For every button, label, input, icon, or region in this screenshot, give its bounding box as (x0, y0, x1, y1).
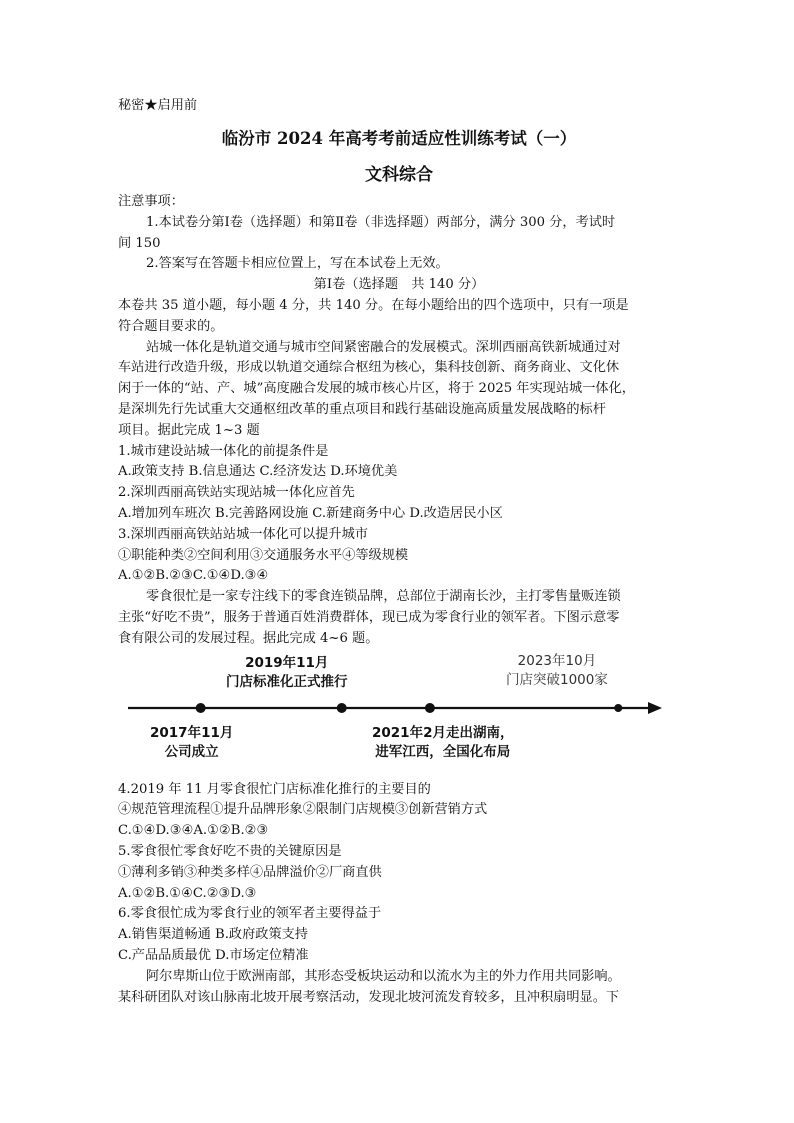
timeline-dot-2 (337, 703, 347, 713)
timeline-event-text: 门店标准化正式推行 (226, 673, 348, 690)
passage-line: 零食很忙是一家专注线下的零食连锁品牌，总部位于湖南长沙，主打零售量贩连锁 (146, 589, 621, 605)
question-2-options: A.增加列车班次 B.完善路网设施 C.新建商务中心 D.改造居民小区 (118, 505, 503, 521)
passage-line: 项目。据此完成 1~3 题 (118, 422, 260, 438)
passage-1 (118, 338, 680, 442)
passage-line: 车站进行改造升级，形成以轨道交通综合枢纽为核心，集科技创新、商务商业、文化休 (118, 360, 620, 376)
question-3-items: ①职能种类②空间利用③交通服务水平④等级规模 (118, 547, 409, 563)
passage-line: 主张“好吃不贵”，服务于普通百姓消费群体，现已成为零食行业的领军者。下图示意零 (118, 609, 620, 625)
question-6-options: A.销售渠道畅通 B.政府政策支持 (118, 927, 309, 943)
passage-line: 是深圳先行先试重大交通枢纽改革的重点项目和践行基础设施高质量发展战略的标杆 (118, 401, 606, 417)
timeline-event-2-label (226, 654, 348, 692)
passage-line: 阿尔卑斯山位于欧洲南部，其形态受板块运动和以流水为主的外力作用共同影响。 (146, 968, 621, 984)
question-3-stem: 3.深圳西丽高铁站站城一体化可以提升城市 (118, 526, 368, 542)
question-2-stem: 2.深圳西丽高铁站实现站城一体化应首先 (118, 485, 355, 501)
passage-line: 某科研团队对该山脉南北坡开展考察活动，发现北坡河流发育较多，且冲积扇明显。下 (118, 989, 620, 1005)
passage-line: 闲于一体的“站、产、城”高度融合发展的城市核心片区，将于 2025 年实现站城一体化， (118, 381, 635, 397)
timeline-event-3-label (372, 724, 513, 762)
exam-page (118, 96, 680, 1008)
question-4-stem: 4.2019 年 11 月零食很忙门店标准化推行的主要目的 (118, 781, 431, 797)
notice-item-1: 1.本试卷分第Ⅰ卷（选择题）和第Ⅱ卷（非选择题）两部分，满分 300 分，考试时 (146, 214, 616, 230)
section-heading: 第Ⅰ卷（选择题 共 140 分） (313, 277, 485, 293)
exam-subtitle: 文科综合 (365, 165, 433, 185)
secret-mark: 秘密★启用前 (118, 98, 198, 113)
question-6-stem: 6.零食很忙成为零食行业的领军者主要得益于 (118, 906, 382, 922)
timeline-event-date: 2021年2月走出湖南， (372, 724, 514, 741)
question-1-options: A.政策支持 B.信息通达 C.经济发达 D.环境优美 (118, 464, 398, 480)
question-3-options: A.①②B.②③C.①④D.③④ (118, 568, 269, 584)
passage-line: 食有限公司的发展过程。据此完成 4~6 题。 (118, 630, 379, 646)
question-5-options: A.①②B.①④C.②③D.③ (118, 885, 257, 901)
question-6-options-cont: C.产品品质最优 D.市场定位精准 (118, 947, 309, 963)
timeline-arrow-icon (648, 702, 662, 714)
timeline-event-1-label (150, 724, 233, 762)
question-5-items: ①薄利多销③种类多样④品牌溢价②厂商直供 (118, 864, 382, 880)
timeline-dot-4 (614, 704, 622, 712)
passage-3 (118, 967, 680, 1009)
question-5-stem: 5.零食很忙零食好吃不贵的关键原因是 (118, 843, 342, 859)
notice-item-1-cont: 间 150 (118, 235, 161, 251)
question-4-items: ④规范管理流程①提升品牌形象②限制门店规模③创新营销方式 (118, 802, 488, 818)
timeline-event-text: 门店突破1000家 (506, 671, 608, 688)
timeline-event-date: 2023年10月 (517, 652, 597, 669)
development-timeline (122, 654, 682, 778)
notice-heading: 注意事项： (118, 194, 184, 209)
section-intro: 本卷共 35 道小题，每小题 4 分，共 140 分。在每小题给出的四个选项中，只有一项是 (118, 297, 629, 313)
timeline-event-date: 2019年11月 (245, 654, 329, 671)
timeline-event-4-label (506, 652, 608, 690)
question-4-options: C.①④D.③④A.①②B.②③ (118, 823, 269, 839)
section-intro-cont: 符合题目要求的。 (118, 318, 224, 334)
timeline-dot-3 (425, 703, 435, 713)
timeline-event-text: 进军江西，全国化布局 (375, 743, 511, 760)
timeline-dot-1 (196, 703, 206, 713)
timeline-event-date: 2017年11月 (150, 724, 234, 741)
passage-2 (118, 587, 680, 649)
passage-line: 站城一体化是轨道交通与城市空间紧密融合的发展模式。深圳西丽高铁新城通过对 (146, 339, 621, 355)
timeline-event-text: 公司成立 (164, 743, 219, 760)
exam-title: 临汾市 2024 年高考考前适应性训练考试（一） (221, 129, 577, 148)
notice-item-2: 2.答案写在答题卡相应位置上，写在本试卷上无效。 (146, 256, 449, 272)
question-1-stem: 1.城市建设站城一体化的前提条件是 (118, 443, 329, 459)
